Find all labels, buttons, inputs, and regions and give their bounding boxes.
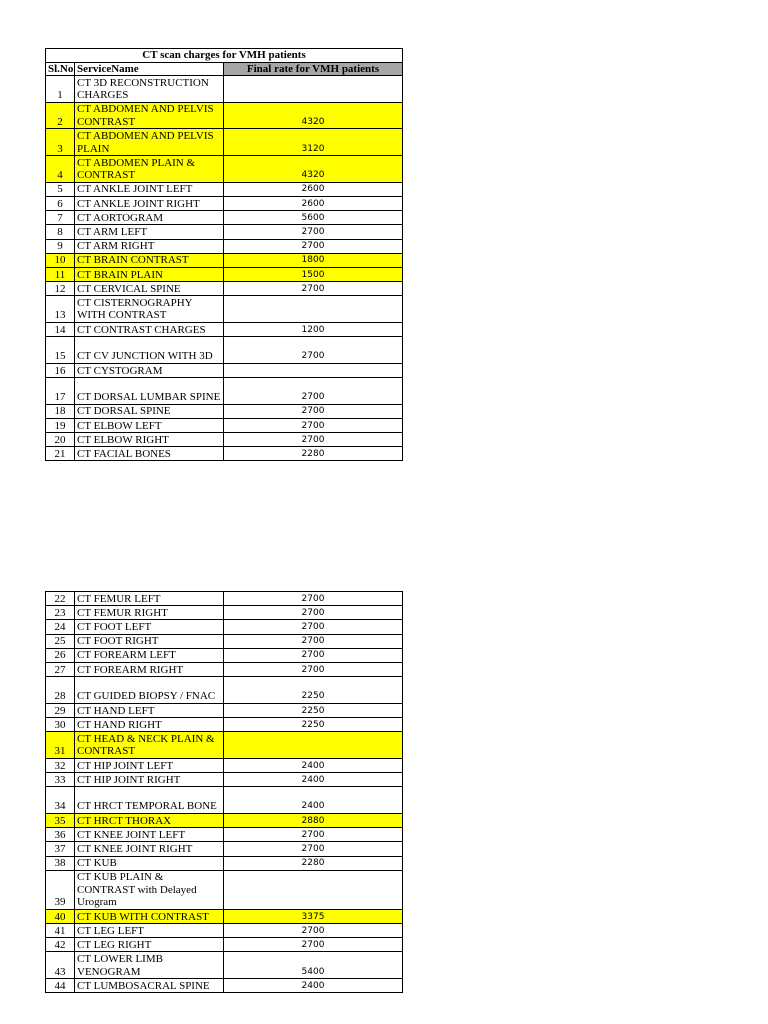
header-service-name: ServiceName (75, 62, 224, 76)
table-row (46, 979, 403, 993)
row-service-name: CT FOREARM RIGHT (75, 662, 224, 676)
row-rate: 5400 (224, 952, 403, 979)
table-row (46, 404, 403, 418)
row-rate: 2600 (224, 196, 403, 210)
row-sl-no: 29 (46, 703, 75, 717)
row-sl-no: 17 (46, 378, 75, 405)
row-rate: 2400 (224, 787, 403, 814)
row-service-name: CT DORSAL LUMBAR SPINE (75, 378, 224, 405)
row-rate: 1500 (224, 267, 403, 281)
table-row (46, 773, 403, 787)
row-rate: 2250 (224, 718, 403, 732)
table-row (46, 433, 403, 447)
table-row (46, 129, 403, 156)
row-rate (224, 870, 403, 909)
row-sl-no: 6 (46, 196, 75, 210)
table-row (46, 378, 403, 405)
row-service-name: CT ANKLE JOINT LEFT (75, 182, 224, 196)
row-rate: 2250 (224, 703, 403, 717)
row-sl-no: 30 (46, 718, 75, 732)
table-row (46, 239, 403, 253)
table-row (46, 842, 403, 856)
table-row (46, 447, 403, 461)
row-service-name: CT LUMBOSACRAL SPINE (75, 979, 224, 993)
table-row (46, 938, 403, 952)
row-service-name: CT KUB (75, 856, 224, 870)
row-rate: 2700 (224, 662, 403, 676)
row-rate: 2700 (224, 620, 403, 634)
row-sl-no: 44 (46, 979, 75, 993)
row-rate: 2700 (224, 606, 403, 620)
row-sl-no: 10 (46, 253, 75, 267)
row-sl-no: 43 (46, 952, 75, 979)
row-service-name: CT ABDOMEN AND PELVIS PLAIN (75, 129, 224, 156)
row-sl-no: 21 (46, 447, 75, 461)
row-service-name: CT HRCT THORAX (75, 813, 224, 827)
row-service-name: CT CERVICAL SPINE (75, 282, 224, 296)
row-rate: 5600 (224, 211, 403, 225)
row-service-name: CT KUB PLAIN & CONTRAST with Delayed Urogram (75, 870, 224, 909)
table-row (46, 758, 403, 772)
row-sl-no: 22 (46, 592, 75, 606)
row-sl-no: 16 (46, 363, 75, 377)
row-sl-no: 9 (46, 239, 75, 253)
row-sl-no: 40 (46, 909, 75, 923)
table-row (46, 267, 403, 281)
row-sl-no: 34 (46, 787, 75, 814)
row-rate: 2700 (224, 828, 403, 842)
row-sl-no: 5 (46, 182, 75, 196)
table-row (46, 952, 403, 979)
row-service-name: CT FOOT LEFT (75, 620, 224, 634)
row-service-name: CT CYSTOGRAM (75, 363, 224, 377)
row-rate: 4320 (224, 102, 403, 129)
row-rate: 1200 (224, 322, 403, 336)
row-service-name: CT ELBOW RIGHT (75, 433, 224, 447)
row-sl-no: 20 (46, 433, 75, 447)
row-rate: 1800 (224, 253, 403, 267)
table-row (46, 828, 403, 842)
row-rate: 3120 (224, 129, 403, 156)
row-rate: 2700 (224, 239, 403, 253)
row-service-name: CT KUB WITH CONTRAST (75, 909, 224, 923)
table-row (46, 322, 403, 336)
row-sl-no: 2 (46, 102, 75, 129)
table-row (46, 182, 403, 196)
table-row (46, 620, 403, 634)
table-row (46, 592, 403, 606)
table-row (46, 634, 403, 648)
row-rate: 2700 (224, 648, 403, 662)
row-service-name: CT LOWER LIMB VENOGRAM (75, 952, 224, 979)
table-row (46, 156, 403, 183)
table-row (46, 337, 403, 364)
table-body (46, 76, 403, 461)
row-service-name: CT HAND RIGHT (75, 718, 224, 732)
table-row (46, 677, 403, 704)
row-rate (224, 363, 403, 377)
row-service-name: CT FEMUR LEFT (75, 592, 224, 606)
row-sl-no: 38 (46, 856, 75, 870)
row-rate: 4320 (224, 156, 403, 183)
table-row (46, 870, 403, 909)
row-rate: 2700 (224, 634, 403, 648)
row-sl-no: 11 (46, 267, 75, 281)
table-row (46, 296, 403, 323)
row-rate: 2700 (224, 337, 403, 364)
table-row (46, 703, 403, 717)
row-rate: 2700 (224, 404, 403, 418)
row-service-name: CT KNEE JOINT RIGHT (75, 842, 224, 856)
table-row (46, 648, 403, 662)
row-sl-no: 23 (46, 606, 75, 620)
row-service-name: CT ABDOMEN AND PELVIS CONTRAST (75, 102, 224, 129)
row-service-name: CT LEG RIGHT (75, 938, 224, 952)
table-row (46, 282, 403, 296)
row-sl-no: 31 (46, 732, 75, 759)
row-rate: 2700 (224, 938, 403, 952)
table-row (46, 363, 403, 377)
table-title-row (46, 49, 403, 63)
ct-charges-table-page-2 (45, 591, 403, 993)
row-rate: 2400 (224, 979, 403, 993)
row-service-name: CT LEG LEFT (75, 924, 224, 938)
row-sl-no: 15 (46, 337, 75, 364)
row-sl-no: 37 (46, 842, 75, 856)
row-rate: 2700 (224, 842, 403, 856)
row-service-name: CT FACIAL BONES (75, 447, 224, 461)
row-rate: 2700 (224, 418, 403, 432)
row-sl-no: 14 (46, 322, 75, 336)
row-service-name: CT CV JUNCTION WITH 3D (75, 337, 224, 364)
table-row (46, 856, 403, 870)
row-service-name: CT ARM RIGHT (75, 239, 224, 253)
table-body (46, 592, 403, 993)
row-service-name: CT HIP JOINT LEFT (75, 758, 224, 772)
row-sl-no: 18 (46, 404, 75, 418)
row-service-name: CT HAND LEFT (75, 703, 224, 717)
row-service-name: CT ARM LEFT (75, 225, 224, 239)
row-service-name: CT ANKLE JOINT RIGHT (75, 196, 224, 210)
row-sl-no: 39 (46, 870, 75, 909)
row-service-name: CT HEAD & NECK PLAIN & CONTRAST (75, 732, 224, 759)
row-sl-no: 35 (46, 813, 75, 827)
row-service-name: CT CISTERNOGRAPHY WITH CONTRAST (75, 296, 224, 323)
table-row (46, 211, 403, 225)
row-sl-no: 12 (46, 282, 75, 296)
row-sl-no: 19 (46, 418, 75, 432)
table-row (46, 418, 403, 432)
table-row (46, 662, 403, 676)
table-row (46, 76, 403, 103)
row-sl-no: 41 (46, 924, 75, 938)
row-service-name: CT CONTRAST CHARGES (75, 322, 224, 336)
row-rate: 2400 (224, 773, 403, 787)
row-sl-no: 42 (46, 938, 75, 952)
row-rate: 2880 (224, 813, 403, 827)
row-rate (224, 296, 403, 323)
row-sl-no: 7 (46, 211, 75, 225)
row-rate: 2280 (224, 856, 403, 870)
ct-charges-table-page-1 (45, 48, 403, 461)
row-sl-no: 24 (46, 620, 75, 634)
row-sl-no: 36 (46, 828, 75, 842)
row-sl-no: 4 (46, 156, 75, 183)
header-sl-no: Sl.No (46, 62, 75, 76)
row-service-name: CT BRAIN PLAIN (75, 267, 224, 281)
row-rate: 2250 (224, 677, 403, 704)
table-title: CT scan charges for VMH patients (46, 49, 403, 63)
table-row (46, 813, 403, 827)
table-row (46, 606, 403, 620)
row-service-name: CT AORTOGRAM (75, 211, 224, 225)
row-rate: 2400 (224, 758, 403, 772)
row-sl-no: 8 (46, 225, 75, 239)
table-row (46, 787, 403, 814)
row-service-name: CT ELBOW LEFT (75, 418, 224, 432)
row-sl-no: 1 (46, 76, 75, 103)
row-service-name: CT BRAIN CONTRAST (75, 253, 224, 267)
row-rate: 2700 (224, 225, 403, 239)
row-rate (224, 76, 403, 103)
row-rate: 2700 (224, 924, 403, 938)
table-row (46, 718, 403, 732)
row-sl-no: 32 (46, 758, 75, 772)
row-service-name: CT HIP JOINT RIGHT (75, 773, 224, 787)
table-row (46, 732, 403, 759)
row-rate: 3375 (224, 909, 403, 923)
table-row (46, 253, 403, 267)
row-rate: 2700 (224, 282, 403, 296)
row-service-name: CT 3D RECONSTRUCTION CHARGES (75, 76, 224, 103)
row-sl-no: 13 (46, 296, 75, 323)
row-service-name: CT FOOT RIGHT (75, 634, 224, 648)
table-row (46, 196, 403, 210)
row-rate: 2280 (224, 447, 403, 461)
table-row (46, 225, 403, 239)
row-service-name: CT HRCT TEMPORAL BONE (75, 787, 224, 814)
row-sl-no: 3 (46, 129, 75, 156)
row-service-name: CT FOREARM LEFT (75, 648, 224, 662)
row-service-name: CT GUIDED BIOPSY / FNAC (75, 677, 224, 704)
row-sl-no: 28 (46, 677, 75, 704)
row-sl-no: 27 (46, 662, 75, 676)
row-service-name: CT KNEE JOINT LEFT (75, 828, 224, 842)
table-row (46, 924, 403, 938)
header-final-rate: Final rate for VMH patients (224, 62, 403, 76)
table-row (46, 909, 403, 923)
table-header-row (46, 62, 403, 76)
table-row (46, 102, 403, 129)
row-sl-no: 33 (46, 773, 75, 787)
row-service-name: CT DORSAL SPINE (75, 404, 224, 418)
row-sl-no: 26 (46, 648, 75, 662)
row-rate: 2700 (224, 433, 403, 447)
row-service-name: CT ABDOMEN PLAIN & CONTRAST (75, 156, 224, 183)
row-rate (224, 732, 403, 759)
row-rate: 2700 (224, 592, 403, 606)
row-sl-no: 25 (46, 634, 75, 648)
row-rate: 2700 (224, 378, 403, 405)
row-service-name: CT FEMUR RIGHT (75, 606, 224, 620)
row-rate: 2600 (224, 182, 403, 196)
